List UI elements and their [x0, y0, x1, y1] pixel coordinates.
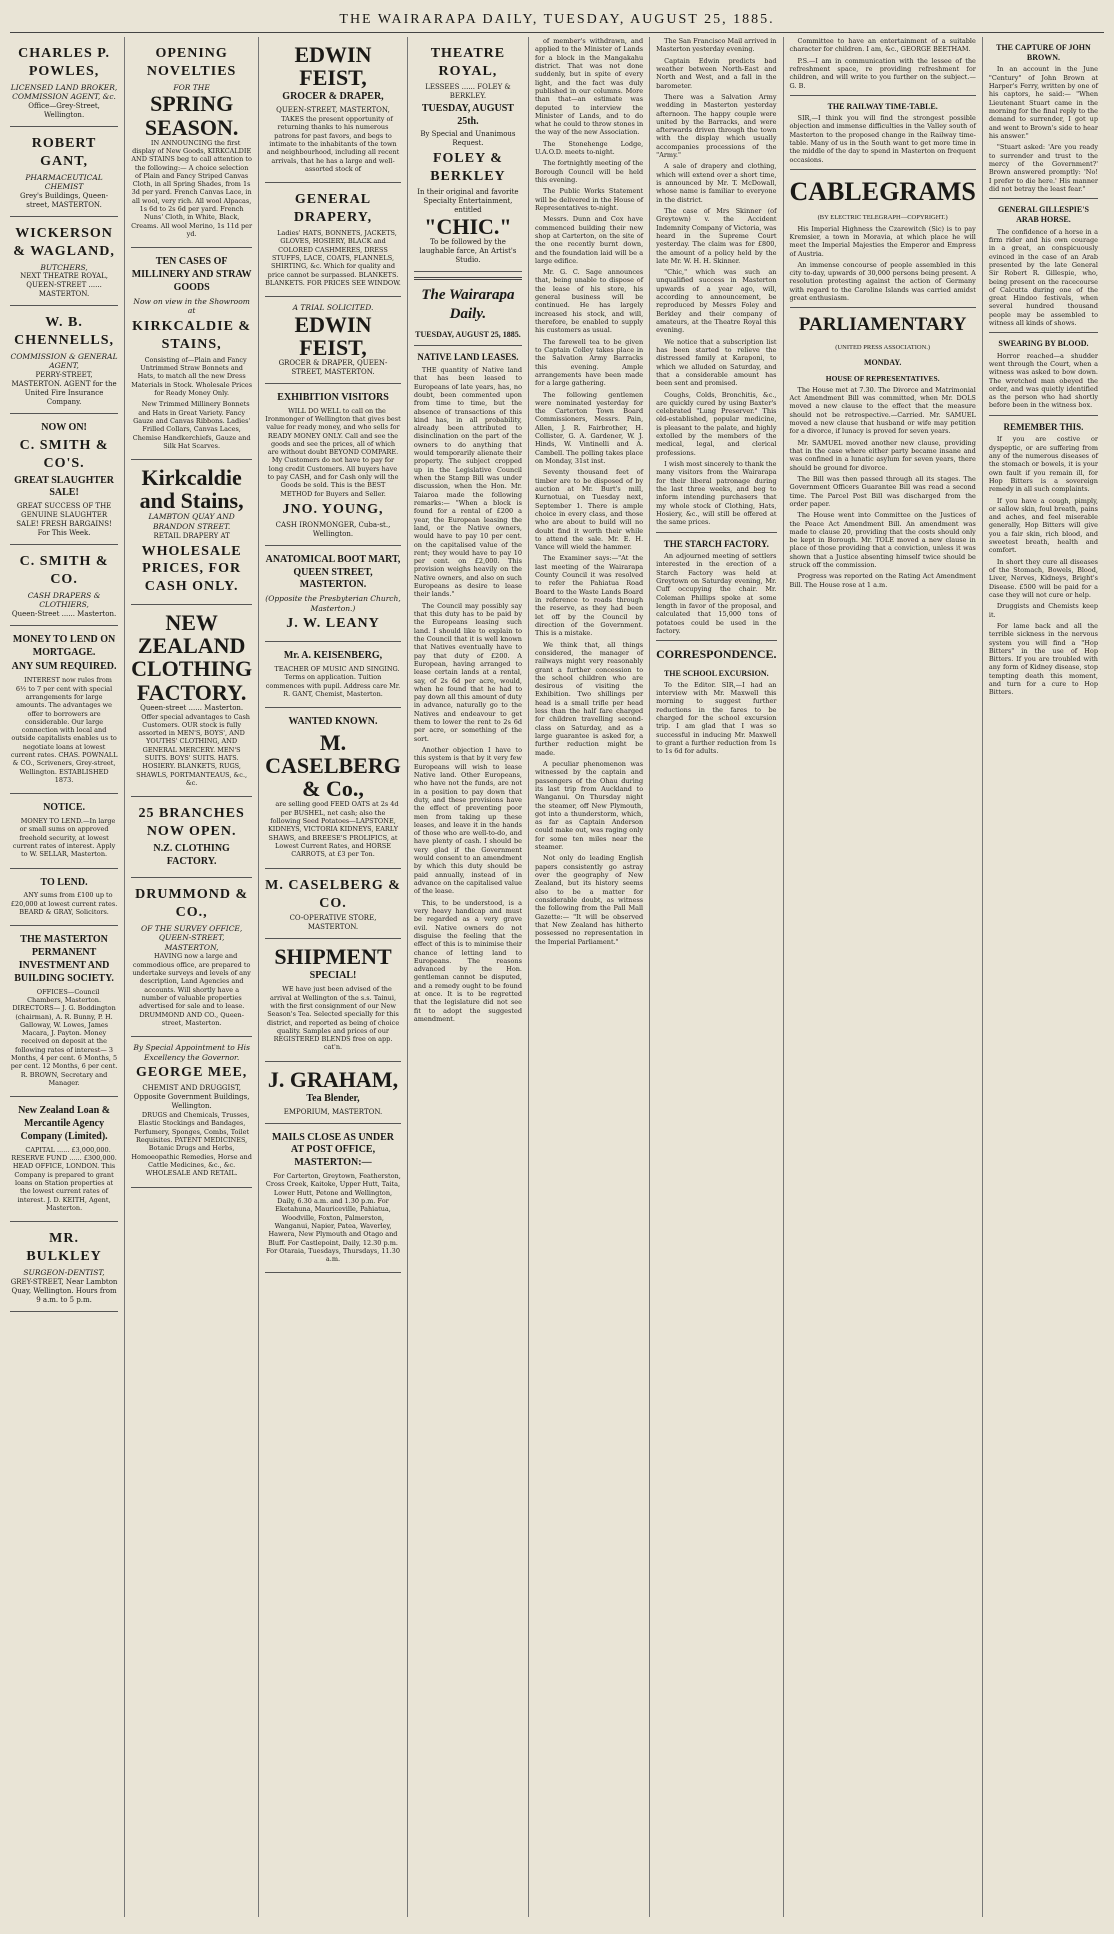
ad-exhibition-visitors [265, 384, 401, 546]
ad-name: W. B. CHENNELLS, [14, 315, 114, 348]
rule [414, 345, 522, 346]
news-paragraph: There was a Salvation Army wedding in Masterton yesterday afternoon. The happy couple were united by the Barracks, and were afterwards driven through the town with the display which usually accompanies processions of the "Army." [656, 92, 777, 160]
news-paragraph: The House met at 7.30. The Divorce and Matrimonial Act Amendment Bill was committed, when Mr. DOLS moved a new clause to the effect that the measure should not be retrospective.—Carried. Mr. SAMUEL moved a new clause that husband or wife may petition for a divorce, if lunacy is proved for seven years. [789, 385, 976, 436]
section-heading: THE STARCH FACTORY. [663, 538, 769, 549]
ad-drummond [131, 878, 252, 1037]
ad-keisenberg [265, 642, 401, 708]
ad-line: GREY-STREET, Near Lambton Quay, Wellington. Hours from 9 a.m. to 5 p.m. [10, 1277, 118, 1304]
rule [989, 332, 1098, 333]
ad-line: QUEEN-STREET, MASTERTON, [276, 105, 390, 114]
news-paragraph: Not only do leading English papers consistently go astray over the geography of New Zealand, but its history seems also to be a matter for considerable doubt, as witness the following from the Pall Mall Gazette:— "It will be observed that New Zealand has hitherto possessed no representation in the Imperial Parliament." [535, 854, 644, 946]
ad-title: TO LEND. [40, 876, 88, 888]
ad-big: EDWIN FEIST, [294, 311, 372, 360]
ad-sub: TUESDAY, AUGUST 25th. [421, 102, 514, 127]
ad-title: Mr. A. KEISENBERG, [283, 650, 383, 662]
ad-sub: Now on view in the Showroom at [133, 296, 250, 316]
section-subheading: THE SCHOOL EXCURSION. [663, 668, 769, 678]
news-paragraph: The Bill was then passed through all its stages. The Government Officers Guarantee Bill was read a second time. The Parcel Post Bill was discharged from the order paper. [789, 474, 976, 508]
ad-shipment [265, 939, 401, 1061]
ad-line: EMPORIUM, MASTERTON. [283, 1107, 383, 1116]
ad-sub: FOR THE [173, 82, 210, 92]
ad-body: ANY sums from £100 up to £20,000 at lowest current rates. BEARD & GRAY, Solicitors. [10, 891, 118, 917]
news-paragraph: I wish most sincerely to thank the many visitors from the Wairarapa for their liberal patronage during the last three weeks, and beg to inform intending purchasers that my whole stock of Clothing, Hats, Hosiery, &c., will still be offered at the same prices. [656, 460, 777, 527]
rule [790, 169, 976, 170]
ad-sub: (Opposite the Presbyterian Church, Masterton.) [265, 594, 401, 613]
news-paragraph: of member's withdrawn, and applied to the Minister of Lands for a block in the Mangakahu district. That was not done suddenly, but in spite of every light, and the fact was duly published in our columns. More than that—an estimate was deputed to interview the Minister of Lands, and to do what he could to throw stones in the way of the new Association. [535, 37, 644, 137]
news-paragraph: To the Editor. SIR,—I had an interview with Mr. Maxwell this morning to suggest further reductions in the fares to be charged for the school excursion trip. I am glad that I was so successful in inducing Mr. Maxwell to grant a further reduction from 1s to 1s 6d for adults. [656, 680, 777, 756]
ad-title: THE MASTERTON PERMANENT INVESTMENT AND BUILDING SOCIETY. [14, 934, 114, 984]
section-heading: THE CAPTURE OF JOHN BROWN. [996, 43, 1091, 63]
rule [989, 415, 1098, 416]
ad-name: FOLEY & BERKLEY [430, 151, 506, 185]
ad-body: are selling good FEED OATS at 2s 4d per BUSHEL, net cash; also the following Seed Potatoes—LAPSTONE, KIDNEYS, VICTORIA KIDNEYS, EARLY SHAWS, and BREESE'S PROLIFICS, at Lowest Current Rates, and HORSE CARROTS, at £3 per Ton. [267, 800, 399, 859]
ad-big: SHIPMENT [274, 944, 392, 970]
ad-big: J. GRAHAM, [267, 1066, 399, 1092]
paper-date: TUESDAY, AUGUST 25, 1885. [415, 330, 521, 340]
ad-title: New Zealand Loan & Mercantile Agency Company (Limited). [18, 1105, 111, 1142]
ad-body: HAVING now a large and commodious office, are prepared to undertake surveys and levels of any description, Land Agencies and accounts. Will shortly have a number of valuable properties advertised for sale and to lease. DRUMMOND AND CO., Queen-street, Masterton. [132, 952, 251, 1027]
ad-title: WANTED KNOWN. [288, 716, 378, 728]
news-paragraph: Seventy thousand feet of timber are to be disposed of by auction at Mr. Burt's mill, Kurnotuai, on Tuesday next, September 1. There is ample choice in every class, and those who are about to build will no doubt find it worth their while to attend the sale. Mr. E. H. Vance will wield the hammer. [535, 468, 644, 552]
ad-sub: CASH DRAPERS & CLOTHIERS, [27, 590, 101, 610]
ad-body: Offer special advantages to Cash Customers. OUR stock is fully assorted in MEN'S, BOYS', AND YOUTHS' CLOTHING, AND GENERAL MERCERY. MEN'S SUITS. BOYS' SUITS. HATS. HOSIERY. BLANKETS, RUGS, SHAWLS, PORTMANTEAUS, &c., &c. [136, 712, 250, 788]
ad-line: GREAT SUCCESS OF THE GENUINE SLAUGHTER SALE! FRESH BARGAINS! For This Week. [16, 502, 112, 537]
column-5 [535, 37, 650, 1917]
news-paragraph: A sale of drapery and clothing, which will extend over a short time, is announced by Mr. T. McDowall, whose name is familiar to everyone in the district. [656, 162, 777, 204]
ad-clothing-factory [131, 605, 252, 797]
ad-line: Consisting of—Plain and Fancy Untrimmed Straw Bonnets and Hats, to match all the new Dress Materials in Stock. Wholesale Prices for Ready Money Only. [131, 355, 253, 397]
ad-sub: N.Z. CLOTHING FACTORY. [153, 843, 230, 867]
ad-sub: Tea Blender, [306, 1092, 360, 1104]
column-8 [989, 37, 1104, 1917]
ad-big: SPRING SEASON. [144, 91, 239, 140]
ad-big2: WHOLESALE PRICES, FOR CASH ONLY. [141, 543, 242, 595]
ad-smith-drapers [10, 545, 118, 626]
ad-line: PERRY-STREET, MASTERTON. AGENT for the United Fire Insurance Company. [11, 371, 117, 406]
section-subheading: (BY ELECTRIC TELEGRAPH—COPYRIGHT.) [817, 214, 948, 222]
ad-title: OPENING NOVELTIES [146, 46, 237, 79]
rule [989, 198, 1098, 199]
ad-line: NEXT THEATRE ROYAL, QUEEN-STREET ...... MASTERTON. [20, 272, 109, 299]
ad-line: Queen-Street ...... Masterton. [11, 609, 117, 618]
ad-line: CO-OPERATIVE STORE, MASTERTON. [289, 914, 377, 932]
article-paragraph: THE quantity of Native land that has been leased to Europeans of late years, has, no doubt, been commented upon from time to time, but the absence of transactions of this kind has, in all probability, already been attributed to disinclination on the part of the owners to do anything that would temporarily alienate their property. The subject cropped up in the Legislative Council when the Stamp Bill was under discussion, when the Hon. Mr. Taiaroa made the following remarks:— "When a block is found for a rental of £200 a year, the European leasing the land, or the Native owners, would have to pay 10 per cent. on the capitalised value of the rent; they would have to pay 10 per cent. on £2,000. This provision weighs heavily on the Native owners, and also on such Europeans as desire to lease their lands." [413, 365, 522, 599]
column-6 [656, 37, 783, 1917]
ad-sub: A TRIAL SOLICITED. [292, 303, 374, 313]
news-paragraph: The confidence of a horse in a firm rider and his own courage in a great, an conspicuously evinced in the case of an Arab presented by the late General Sir Robert R. Gillespie, who, being present on the racecourse of Calcutta during one of the great Hindoo festivals, when several hundred thousand people may be assembled to witness all kinds of shows. [988, 227, 1098, 328]
section-heading: GENERAL GILLESPIE'S ARAB HORSE. [997, 205, 1089, 225]
news-paragraph: The following gentlemen were nominated yesterday for the Carterton Town Board Commissioners, Messrs. Pain, Allen, J. R. Fairbrother, H. Collister, G. A. Gardener, W. J. Hinds, W. Vintinelli and A. Cambell. The polling takes place on Monday, 31st inst. [535, 390, 644, 465]
ad-money-mortgage [10, 626, 118, 794]
news-paragraph: In an account in the June "Century" of John Brown at Harper's Ferry, written by one of his captors, he said:— "When Lieutenant Stuart came in the morning for the final reply to the demand to surrender, I got up and went to Brown's side to hear his answer." [988, 65, 1098, 140]
news-paragraph: A peculiar phenomenon was witnessed by the captain and passengers of the Ohau during its last trip from Auckland to Wanganui. On Thursday night the steamer, off New Plymouth, got into a thunderstorm, which, as far as Captain Anderson could make out, was raging only for some ten miles near the steamer. [535, 759, 644, 852]
ad-sub: ANY SUM REQUIRED. [11, 661, 117, 673]
ad-title: MONEY TO LEND ON MORTGAGE. [12, 633, 116, 658]
news-paragraph: Messrs. Dunn and Cox have commenced building their new shop at Carterton, on the site of the one recently burnt down, and the foundation laid will be a large edifice. [535, 215, 644, 265]
ad-name: ROBERT GANT, [31, 135, 97, 169]
ad-kirkcaldie [131, 460, 252, 605]
ad-mails [265, 1124, 401, 1274]
ad-name: C. SMITH & CO. [19, 553, 109, 587]
ad-now: NOW ON! [41, 421, 87, 433]
ad-sub: SPECIAL! [309, 970, 357, 982]
ad-name: MR. BULKLEY [26, 1231, 102, 1265]
news-paragraph: We think that, all things considered, the manager of railways might very reasonably grant a further concession to the school children who are desirous of visiting the Exhibition. Two shillings per head is a small trifle per head less than the half fare charged for children travelling second-class on Saturday, and as a large guarantee is asked for, a further reduction might be made. [535, 640, 644, 757]
paper-title: The Wairarapa Daily. [421, 286, 515, 323]
ad-big: KIRKCALDIE & STAINS, [132, 318, 252, 352]
news-paragraph: An immense concourse of people assembled in this city to-day, upwards of 30,000 persons being present. A resolution protesting against the action of Germany with regard to the Caroline Islands was carried amidst great enthusiasm. [789, 260, 976, 303]
ad-line: RETAIL DRAPERY AT [153, 531, 230, 540]
ad-line: Office—Grey-Street, Wellington. [28, 102, 100, 119]
column-2 [131, 37, 259, 1917]
ad-spring-season [131, 37, 252, 248]
columns [10, 37, 1104, 1917]
ad-edwin-feist [265, 37, 401, 183]
ad-building-society [10, 926, 118, 1097]
ad-notice [10, 794, 118, 868]
section-subheading: (UNITED PRESS ASSOCIATION.) [835, 343, 931, 351]
news-paragraph: Progress was reported on the Rating Act Amendment Bill. The House rose at 1 a.m. [789, 572, 976, 589]
rule [656, 640, 776, 641]
ad-line: CHEMIST AND DRUGGIST, Opposite Government Buildings, Wellington. [133, 1084, 250, 1111]
ad-sub: By Special Appointment to His Excellency the Governor. [133, 1043, 250, 1062]
ad-title: ANATOMICAL BOOT MART, QUEEN STREET, MASTERTON. [265, 553, 401, 591]
ad-general-drapery [265, 183, 401, 297]
news-paragraph: P.S.—I am in communication with the lessee of the refreshment space, re providing refreshment for children, and will write to you further on the subject.—G. B. [789, 56, 976, 90]
ad-big: EDWIN FEIST, [294, 42, 372, 91]
ad-sub: COMMISSION & GENERAL AGENT, [10, 351, 118, 371]
ad-body: WILL DO WELL to call on the Ironmonger of Wellington that gives best value for ready money, and who sells for READY MONEY ONLY. Call and see the goods and see the prices, all of which are without doubt BEYOND COMPARE. My Customers do not have to pay for long credit Customers. All buyers have to pay CASH, and for Cash only will the Goods be sold. This is the BEST METHOD for Buyers and Seller. [265, 406, 401, 498]
section-heading: THE RAILWAY TIME-TABLE. [827, 101, 938, 111]
news-paragraph: If you are costive or dyspeptic, or are suffering from any of the numerous diseases of the stomach or bowels, it is your own fault if you remain ill, for Hop Bitters is a sovereign remedy in all such complaints. [988, 435, 1098, 494]
ad-sub: SURGEON-DENTIST, [23, 1268, 105, 1278]
ad-line: CASH IRONMONGER, Cuba-st., Wellington. [275, 520, 391, 538]
article-paragraph: Another objection I have to this system is that by it very few Europeans will wish to lease Native land. Other Europeans, who have not the funds, are not in a position to pay down that duty, and these provisions have the effect of preventing poor men from taking up these leases, and leave it in the hands of those who are well-to-do, and have plenty of cash. I should be very glad if the Government would consent to an amendment by which this duty should be paid annually, instead of in advance on the capitalised value of the lease. [413, 746, 522, 896]
ad-chennells [10, 306, 118, 414]
news-paragraph: The House went into Committee on the Justices of the Peace Act Amendment Bill. An amendment was made to clause 20, providing that the costs should only be kept in Borough. Mr. TOLE moved a new clause in place of those providing that a conviction, unless it was shown that a Justice absenting himself twice should be struck off the commission. [789, 511, 976, 570]
rule [656, 532, 776, 533]
news-paragraph: The fortnightly meeting of the Borough Council will be held this evening. [535, 159, 644, 184]
ad-big2: "CHIC." [424, 213, 512, 239]
ad-branches [131, 797, 252, 877]
section-heading-cablegrams: CABLEGRAMS [789, 176, 976, 206]
ad-bulkley [10, 1222, 118, 1311]
column-1 [10, 37, 125, 1917]
ad-big: NEW ZEALAND CLOTHING FACTORY. [131, 610, 253, 705]
ad-line: GROCER & DRAPER, QUEEN-STREET, MASTERTON. [278, 358, 388, 376]
ad-body: New Trimmed Millinery Bonnets and Hats in Great Variety. Fancy Gauze and Canvas Ribbons. Ladies' Frilled Collars, Canvas Laces, Chemise Handkerchiefs, Gauze and Silk Hat Scarves. [132, 400, 251, 450]
news-paragraph: Captain Edwin predicts bad weather between North-East and North and West, and a fall in the barometer. [656, 56, 777, 90]
ad-big: 25 BRANCHES NOW OPEN. [138, 806, 245, 840]
section-heading: CORRESPONDENCE. [656, 647, 777, 662]
news-paragraph: Mr. G. C. Sage announces that, being unable to dispose of the lease of his store, his general business will be continued. He has largely increased his stock, and will, therefore, be enabled to supply his customers as usual. [535, 268, 644, 335]
ad-title: TEN CASES OF MILLINERY AND STRAW GOODS [131, 256, 252, 293]
news-paragraph: If you have a cough, pimply, or sallow skin, foul breath, pains and aches, and feel miserable generally, Hop Bitters will give you a fair skin, rich blood, and sweetest breath, health and comfort. [988, 496, 1098, 555]
news-paragraph: Horror reached—a shudder went through the Court, when a witness was asked to bow down. The wretched man obeyed the order, and was quietly identified as the person who had shortly before been in the witness box. [988, 351, 1098, 410]
ad-graham [265, 1062, 401, 1124]
news-paragraph: We notice that a subscription list has been started to relieve the distressed family at Karaponi, to which we alluded on Saturday, and that a considerable amount has been sent and promised. [656, 337, 777, 388]
section-subheading: HOUSE OF REPRESENTATIVES. [825, 374, 940, 384]
ad-big: THEATRE ROYAL, [430, 46, 506, 79]
column-7 [790, 37, 983, 1917]
section-subheading: MONDAY. [863, 358, 902, 367]
ad-big: M. CASELBERG & CO. [265, 877, 401, 911]
ad-millinery [131, 248, 252, 460]
news-paragraph: For lame back and all the terrible sickness in the nervous system you will find a "Hop Bitters" in the use of Hop Bitters. If you are troubled with any form of Kidney disease, stop tempting death this moment, and turn for a cure to Hop Bitters. [988, 621, 1098, 697]
ad-line: LESSEES ...... FOLEY & BERKLEY. [425, 82, 511, 100]
news-paragraph: The San Francisco Mail arrived in Masterton yesterday evening. [656, 37, 777, 54]
ad-name: JNO. YOUNG, [282, 502, 384, 518]
ad-boot-mart [265, 546, 401, 642]
ad-title: NOTICE. [43, 802, 86, 814]
ad-body: CAPITAL ...... £3,000,000. RESERVE FUND ...... £300,000. HEAD OFFICE, LONDON. This Company is prepared to grant loans on Station properties at the lowest current rates of interest. J. D. KEITH, Agent, Masterton. [11, 1145, 117, 1212]
ad-to-lend [10, 869, 118, 927]
rule [414, 277, 522, 280]
article-paragraph: This, to be understood, is a very heavy handicap and must be regarded as a very grave evil. Native owners do not disguise the feeling that the effect of this is to minimise their chance of letting land to Europeans. The reasons advanced by the Hon. gentleman cannot be disputed, and a remedy ought to be found at once. It is to be regretted that the legislature did not see fit to adopt the suggested amendment. [413, 898, 522, 1024]
rule [790, 307, 976, 308]
news-paragraph: The Public Works Statement will be delivered in the House of Representatives to-night. [535, 187, 644, 212]
ad-name: J. W. LEANY [286, 616, 380, 632]
ad-george-mee [131, 1037, 252, 1187]
ad-sub: GROCER & DRAPER, [282, 91, 384, 103]
ad-sub: LICENSED LAND BROKER, COMMISSION AGENT, &c. [10, 82, 118, 102]
news-paragraph: Committee to have an entertainment of a suitable character for children. I am, &c., GEORGE BEETHAM. [789, 37, 976, 54]
ad-body: INTEREST now rules from 6½ to 7 per cent with special arrangements for large amounts. The advantages we offer to borrowers are considerable. Our large connection with local and outside capitalists enables us to negotiate loans at lowest current rates. CHAS. POWNALL & CO., Scriveners, Grey-street, Wellington. ESTABLISHED 1873. [10, 676, 118, 784]
ad-body: By Special and Unanimous Request. [420, 130, 516, 148]
ad-caselberg [265, 869, 401, 940]
article-paragraph: The Council may possibly say that this duty has to be paid by the Europeans leasing such land. I should like to explain to the Council that it is well known that Natives eventually have to pay that duty of £200. A European, having arranged to lease certain lands at a rental, say, of 2s 6d per acre, would, when he found that he had to pay down all this amount of duty in advance, naturally go to the Natives and endeavour to get them to lower the rent to 2s 6d per acre, or something of the sort. [413, 601, 522, 743]
news-paragraph: Mr. SAMUEL moved another new clause, providing that in the case where either party became insane and was confined in a lunatic asylum for seven years, there should be ground for divorce. [789, 438, 976, 472]
rule [790, 95, 976, 96]
ad-body: TEACHER OF MUSIC AND SINGING. Terms on application. Tuition commences with pupil. Address care Mr. R. GANT, Chemist, Masterton. [265, 665, 401, 699]
news-paragraph: The case of Mrs Skinner (of Greytown) v. the Accident Indemnity Company of Victoria, was heard in the Supreme Court yesterday. The claim was for £800, the amount of a policy held by the late Mr. W. H. H. Skinner. [656, 206, 777, 265]
ad-gant [10, 127, 118, 217]
ad-title: DRUMMOND & CO., [135, 886, 249, 920]
ad-wanted-known [265, 708, 401, 868]
ad-line: Queen-street ...... Masterton. [140, 703, 244, 712]
section-heading: SWEARING BY BLOOD. [998, 339, 1089, 349]
news-paragraph: The farewell tea to be given to Captain Colley takes place in the Salvation Army Barracks this evening. Ample arrangements have been made for a large gathering. [535, 337, 644, 388]
ad-line: Grey's Buildings, Queen-street, MASTERTON. [20, 191, 109, 209]
news-paragraph: "Chic," which was such an unqualified success in Masterton upwards of a year ago, will, according to announcement, be reproduced by Messrs Foley and Berkley and their company of amateurs, at the Theatre Royal this evening. [656, 268, 777, 335]
section-heading: REMEMBER THIS. [1003, 421, 1084, 432]
ad-big: M. CASELBERG & Co., [265, 730, 401, 802]
ad-wickerson [10, 217, 118, 306]
news-paragraph: The Examiner says:—"At the last meeting of the Wairarapa County Council it was resolved to refer the Pahiatua Road Board to the Waste Lands Board in reference to roads through the reserve, as they had been let off by the Council by direction of the Government. This is a mistake. [535, 554, 644, 638]
ad-body3: To be followed by the laughable farce, An Artist's Studio. [419, 237, 517, 264]
ad-nz-loan [10, 1097, 118, 1222]
ad-title: EXHIBITION VISITORS [277, 391, 389, 403]
ad-feist-trial [265, 297, 401, 384]
ad-powles [10, 37, 118, 127]
news-paragraph: An adjourned meeting of settlers interested in the erection of a Starch Factory was held at Greytown on Saturday evening, Mr. Cuff occupying the chair. Mr. Coleman Phillips spoke at some length in favor of the proposal, and calculated that 15,000 tons of potatoes could be used in the factory. [656, 552, 777, 635]
news-paragraph: SIR,—I think you will find the strongest possible objection and immense difficulties in the Valley south of Masterton to the proposed change in the Railway time-table. Many of us in the South want to get more time in the middle of the day to spend in Masterton on frequent occasions. [789, 114, 976, 164]
ad-title: GENERAL DRAPERY, [293, 192, 373, 226]
ad-body: Ladies' HATS, BONNETS, JACKETS, GLOVES, HOSIERY, BLACK and COLORED CASHMERES, DRESS STUFFS, LACE, COATS, FLANNELS, SHIRTING, &c. Which for quality and price cannot be surpassed. BLANKETS. BLANKETS. FOR PRICES SEE WINDOW. [265, 228, 401, 287]
column-4 [414, 37, 529, 1917]
news-paragraph: His Imperial Highness the Czarewitch (Sic) is to pay Kremsier, a town in Moravia, at which place he will meet the Imperial Majesties the Emperor and Empress of Austria. [789, 224, 976, 258]
news-paragraph: In short they cure all diseases of the Stomach, Bowels, Blood, Liver, Nerves, Kidneys, Bright's Disease. £500 will be paid for a case they will not cure or help. [988, 557, 1098, 599]
ad-body2: In their original and favorite Specialty Entertainment, entitled [417, 188, 519, 214]
ad-theatre-royal [414, 37, 522, 272]
ad-body: IN ANNOUNCING the first display of New Goods, KIRKCALDIE AND STAINS beg to call attention to the following:— A choice selection of Plain and Fancy Striped Canvas Cloth, in all Spring Shades, from 1s 3d per yard. French Canvas Lace, in all wool, very rich. All wool Alpacas, 1s 6d to 2s 6d per yard. French Nuns' Cloth, in White, Black, Creams. All wool Merino, 1s 11d per yd. [131, 138, 253, 239]
ad-sub: BUTCHERS, [40, 262, 88, 272]
news-paragraph: The Stonehenge Lodge, U.A.O.D. meets to-night. [535, 139, 644, 157]
section-heading-parliamentary: PARLIAMENTARY [798, 314, 967, 336]
ad-name: WICKERSON & WAGLAND, [13, 225, 115, 259]
ad-body: DRUGS and Chemicals, Trusses, Elastic Stockings and Bandages, Perfumery, Sponges, Combs, Toilet Requisites. PATENT MEDICINES, Botanic Drugs and Herbs, Homoeopathic Remedies, Horse and Cattle Medicines, &c., &c. WHOLESALE AND RETAIL. [131, 1111, 252, 1178]
ad-sub: OF THE SURVEY OFFICE, QUEEN-STREET, MASTERTON, [140, 923, 243, 952]
ad-title: GEORGE MEE, [135, 1065, 248, 1081]
ad-big: Kirkcaldie and Stains, [139, 465, 244, 514]
masthead: THE WAIRARAPA DAILY, TUESDAY, AUGUST 25, 1885. [10, 6, 1104, 33]
column-3 [265, 37, 408, 1917]
news-paragraph: Coughs, Colds, Bronchitis, &c., are quickly cured by using Baxter's celebrated "Lung Preserver." This old-established, popular medicine, is pleasant to the palate, and highly extolled by the members of the medical, legal, and clerical professions. [656, 390, 777, 457]
ad-body: OFFICES—Council Chambers, Masterton. DIRECTORS— J. G. Boddington (chairman), A. R. Bunny, P. H. Galloway, W. Lowes, James Macara, J. Payton. Money received on deposit at the following rates of interest— 3 Months, 4 per cent. 6 Months, 5 per cent. 12 Months, 6 per cent. R. BROWN, Secretary and Manager. [10, 987, 118, 1088]
news-paragraph: Druggists and Chemists keep it. [988, 602, 1098, 619]
news-paragraph: "Stuart asked: 'Are you ready to surrender and trust to the mercy of the Government?' Brown answered promptly: 'No! I prefer to die here.' His manner did not betray the least fear." [988, 143, 1098, 193]
ad-sub: PHARMACEUTICAL CHEMIST [25, 172, 103, 192]
ad-body: WE have just been advised of the arrival at Wellington of the s.s. Tainui, with the first consignment of our New Season's Tea. Selected specially for this district, and reported as being of choice quality. Samples and prices of our REGISTERED BLENDS free on app. cat'n. [266, 985, 400, 1052]
article-heading: NATIVE LAND LEASES. [417, 352, 519, 363]
ad-body: MONEY TO LEND.—In large or small sums on approved freehold security, at lowest current rates of interest. Apply to W. SELLAR, Masterton. [12, 817, 116, 859]
ad-body: For Carterton, Greytown, Featherston, Cross Creek, Kaitoke, Upper Hutt, Taita, Lower Hutt, Petone and Wellington, Daily, 6.30 a.m. and 1.30 p.m. For Eketahuna, Mauriceville, Pahiatua, Woodville, Foxton, Palmerston, Wanganui, Napier, Patea, Waverley, Hawera, New Plymouth and Otago and Bluff. For Castlepoint, Daily, 12.30 p.m. For Otaraia, Tuesdays, Thursdays, 11.30 a.m. [265, 1172, 401, 1264]
ad-smith-sale [10, 414, 118, 545]
ad-body: TAKES the present opportunity of returning thanks to his numerous patrons for past favors, and begs to intimate to the inhabitants of the town and neighbourhood, including all recent arrivals, that he has a large and well-assorted stock of [266, 114, 400, 173]
ad-sub: GREAT SLAUGHTER SALE! [14, 474, 115, 499]
ad-name: CHARLES P. POWLES, [18, 46, 111, 79]
ad-name: C. SMITH & CO'S. [19, 437, 109, 471]
ad-title: MAILS CLOSE AS UNDER AT POST OFFICE, MASTERTON:— [272, 1131, 394, 1169]
ad-sub: LAMBTON QUAY AND BRANDON STREET. [148, 512, 235, 531]
